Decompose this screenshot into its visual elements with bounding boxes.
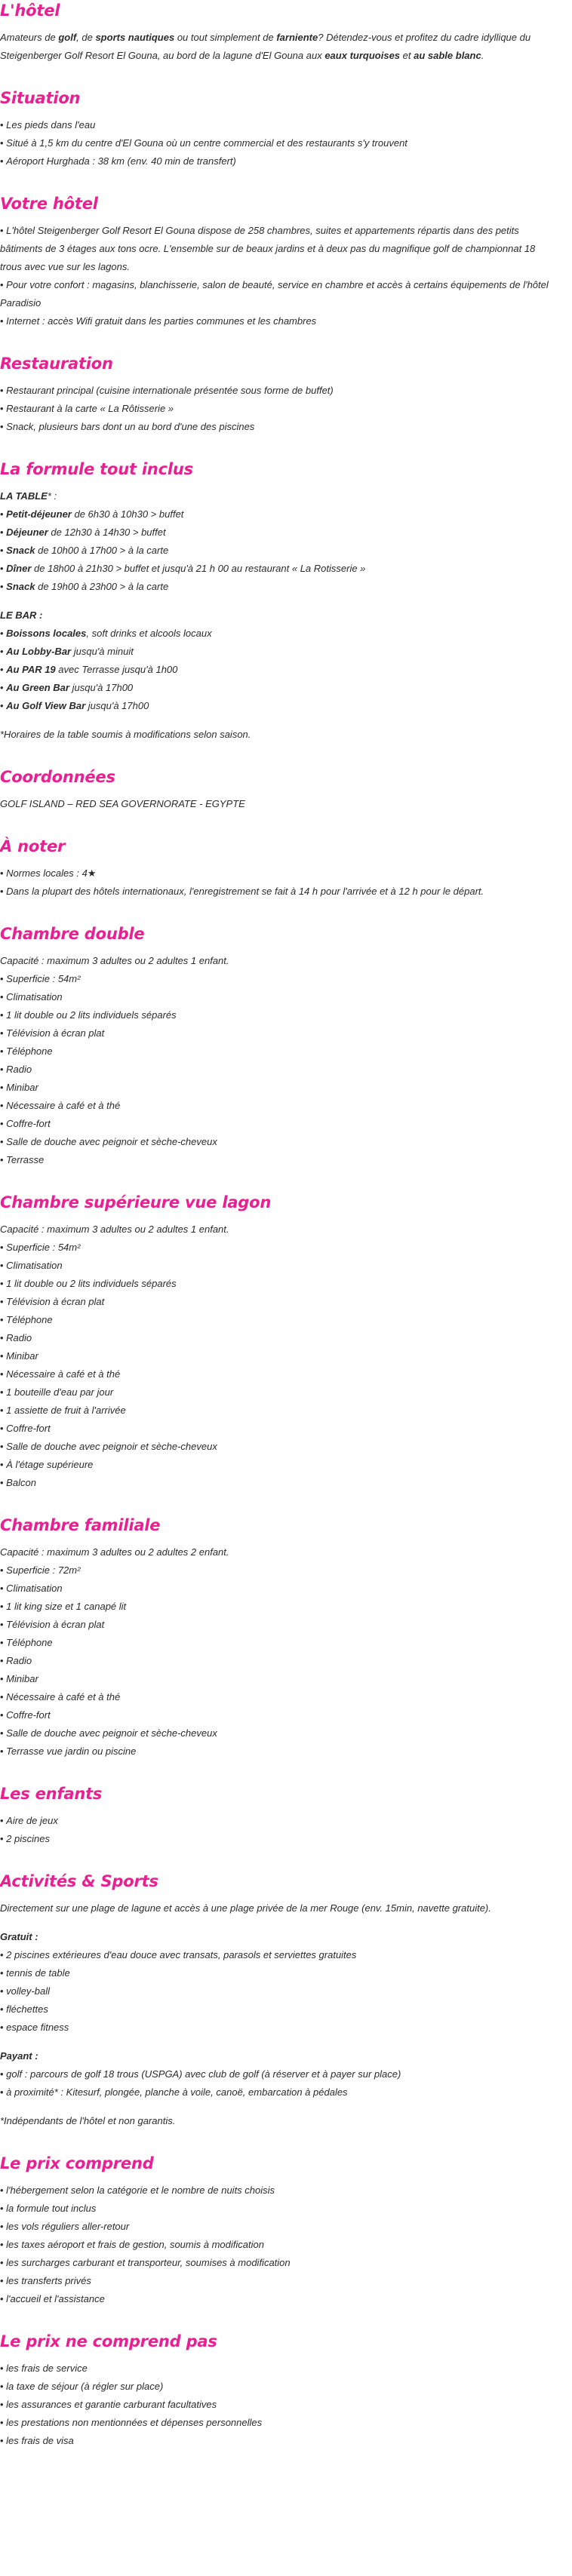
list-item: • 1 assiette de fruit à l'arrivée (0, 1402, 557, 1420)
section-title-votre-hotel: Votre hôtel (0, 195, 98, 213)
meal-hours: de 6h30 à 10h30 > buffet (71, 508, 184, 520)
meal-hours: de 19h00 à 23h00 > à la carte (35, 581, 169, 592)
list-item: • Salle de douche avec peignoir et sèche-cheveux (0, 1133, 557, 1151)
list-item: • l'accueil et l'assistance (0, 2290, 557, 2308)
bar-hours: avec Terrasse jusqu'à 1h00 (55, 664, 178, 675)
list-item: • les frais de visa (0, 2432, 557, 2450)
tout-inclus-note: *Horaires de la table soumis à modifications selon saison. (0, 729, 251, 740)
list-item (0, 505, 557, 523)
list-item: • Coffre-fort (0, 1706, 557, 1724)
list-item: • Climatisation (0, 1257, 557, 1275)
list-item: • Normes locales : 4★ (0, 864, 557, 883)
list-item: • Nécessaire à café et à thé (0, 1688, 557, 1706)
hotel-text: ? Détendez-vous et profitez du cadre idyllique du Steigenberger Golf Resort El Gouna, au bord de la lagune d'El Gouna aux (0, 32, 531, 61)
section-a-noter (0, 836, 557, 901)
list-item: • Snack, plusieurs bars dont un au bord d'une des piscines (0, 418, 557, 436)
list-item: • 1 bouteille d'eau par jour (0, 1383, 557, 1402)
a-noter-list (0, 864, 557, 901)
list-item: • les taxes aéroport et frais de gestion, soumis à modification (0, 2236, 557, 2254)
list-item: • les assurances et garantie carburant facultatives (0, 2396, 557, 2414)
paid-list (0, 2065, 557, 2102)
list-item: • espace fitness (0, 2019, 557, 2037)
section-title-chambre-superieure: Chambre supérieure vue lagon (0, 1193, 272, 1211)
list-item: • Nécessaire à café et à thé (0, 1097, 557, 1115)
bar-name: Au Green Bar (6, 682, 69, 693)
list-item (0, 560, 557, 578)
list-item: • Télévision à écran plat (0, 1616, 557, 1634)
section-hotel (0, 0, 557, 65)
section-enfants (0, 1783, 557, 1848)
section-title-restauration: Restauration (0, 355, 113, 373)
list-item: • Télévision à écran plat (0, 1024, 557, 1042)
list-item: • Superficie : 54m² (0, 1239, 557, 1257)
paid-heading (0, 2047, 557, 2065)
situation-list (0, 116, 557, 170)
section-restauration (0, 353, 557, 436)
list-item: • Téléphone (0, 1634, 557, 1652)
bar-hours: jusqu'à 17h00 (69, 682, 134, 693)
list-item: • Télévision à écran plat (0, 1293, 557, 1311)
chambre-double-list (0, 970, 557, 1169)
list-item: • la formule tout inclus (0, 2200, 557, 2218)
meal-name: Petit-déjeuner (6, 508, 72, 520)
free-heading (0, 1928, 557, 1946)
hotel-text: et (400, 50, 414, 61)
list-item: • volley-ball (0, 1982, 557, 2000)
section-title-chambre-double: Chambre double (0, 925, 145, 943)
hotel-text: , de (76, 32, 96, 43)
list-item: • fléchettes (0, 2000, 557, 2019)
section-chambre-familiale (0, 1515, 557, 1761)
chambre-familiale-list (0, 1561, 557, 1761)
list-item: • Climatisation (0, 1580, 557, 1598)
meal-hours: de 18h00 à 21h30 > buffet et jusqu'à 21 h 00 au restaurant « La Rotisserie » (31, 563, 366, 574)
section-chambre-superieure (0, 1192, 557, 1492)
list-item: • Les pieds dans l'eau (0, 116, 557, 134)
section-title-prix-comprend: Le prix comprend (0, 2154, 154, 2172)
list-item: • 1 lit king size et 1 canapé lit (0, 1598, 557, 1616)
prix-ne-comprend-list (0, 2360, 557, 2450)
section-title-activites: Activités & Sports (0, 1872, 158, 1890)
list-item: • les frais de service (0, 2360, 557, 2378)
section-prix-ne-comprend (0, 2331, 557, 2450)
list-item: • la taxe de séjour (à régler sur place) (0, 2378, 557, 2396)
section-title-prix-ne-comprend: Le prix ne comprend pas (0, 2332, 217, 2350)
section-title-enfants: Les enfants (0, 1785, 103, 1803)
section-prix-comprend (0, 2153, 557, 2308)
list-item: • Salle de douche avec peignoir et sèche-cheveux (0, 1438, 557, 1456)
section-chambre-double (0, 923, 557, 1169)
hotel-highlight: sports nautiques (95, 32, 175, 43)
capacity: Capacité : maximum 3 adultes ou 2 adultes 1 enfant. (0, 1224, 229, 1235)
list-item: • Superficie : 54m² (0, 970, 557, 988)
bar-hours: jusqu'à minuit (71, 646, 134, 657)
bar-name: Au Lobby-Bar (6, 646, 72, 657)
hotel-highlight: au sable blanc (414, 50, 481, 61)
section-title-hotel: L'hôtel (0, 2, 60, 20)
list-item: • Radio (0, 1652, 557, 1670)
section-activites (0, 1871, 557, 2130)
list-item: • les surcharges carburant et transporteur, soumises à modification (0, 2254, 557, 2272)
list-item (0, 625, 557, 643)
meal-hours: de 10h00 à 17h00 > à la carte (35, 545, 169, 556)
section-votre-hotel (0, 193, 557, 330)
hotel-text: . (481, 50, 484, 61)
list-item: • golf : parcours de golf 18 trous (USPGA) avec club de golf (à réserver et à payer sur place) (0, 2065, 557, 2083)
activites-intro: Directement sur une plage de lagune et accès à une plage privée de la mer Rouge (env. 15min, navette gratuite). (0, 1902, 491, 1914)
section-situation (0, 88, 557, 170)
table-list (0, 505, 557, 596)
capacity: Capacité : maximum 3 adultes ou 2 adultes 1 enfant. (0, 955, 229, 966)
list-item: • Minibar (0, 1347, 557, 1365)
list-item: • Salle de douche avec peignoir et sèche-cheveux (0, 1724, 557, 1742)
enfants-list (0, 1812, 557, 1848)
chambre-superieure-list (0, 1239, 557, 1492)
list-item: • Pour votre confort : magasins, blanchisserie, salon de beauté, service en chambre et accès à certains équipements de l'hôtel Paradisio (0, 276, 557, 312)
list-item (0, 661, 557, 679)
hotel-highlight: eaux turquoises (324, 50, 401, 61)
hotel-text: Amateurs de (0, 32, 59, 43)
hotel-highlight: golf (58, 32, 77, 43)
list-item (0, 679, 557, 697)
list-item: • Restaurant à la carte « La Rôtisserie » (0, 400, 557, 418)
capacity: Capacité : maximum 3 adultes ou 2 adultes 2 enfant. (0, 1546, 229, 1558)
bar-heading (0, 606, 557, 625)
list-item: • Minibar (0, 1670, 557, 1688)
meal-name: Dîner (6, 563, 32, 574)
votre-hotel-list (0, 222, 557, 330)
bar-hours: , soft drinks et alcools locaux (86, 628, 212, 639)
hotel-text: ou tout simplement de (174, 32, 277, 43)
list-item: • Restaurant principal (cuisine internationale présentée sous forme de buffet) (0, 382, 557, 400)
list-item: • Terrasse (0, 1151, 557, 1169)
bar-hours: jusqu'à 17h00 (85, 700, 149, 711)
list-item: • L'hôtel Steigenberger Golf Resort El Gouna dispose de 258 chambres, suites et appartements répartis dans des petits bâtiments de 3 étages aux tons ocre. L'ensemble sur de beaux jardins et à deux pas du magnifique golf de championnat 18 trous avec vue sur les lagons. (0, 222, 557, 276)
list-item: • Coffre-fort (0, 1115, 557, 1133)
list-item: • les prestations non mentionnées et dépenses personnelles (0, 2414, 557, 2432)
bar-name: Boissons locales (6, 628, 87, 639)
list-item (0, 542, 557, 560)
list-item (0, 697, 557, 715)
list-item: • À l'étage supérieure (0, 1456, 557, 1474)
section-title-a-noter: À noter (0, 837, 66, 855)
list-item: • Situé à 1,5 km du centre d'El Gouna où un centre commercial et des restaurants s'y trouvent (0, 134, 557, 152)
list-item: • Aéroport Hurghada : 38 km (env. 40 min de transfert) (0, 152, 557, 170)
hotel-highlight: farniente (276, 32, 318, 43)
list-item: • les vols réguliers aller-retour (0, 2218, 557, 2236)
list-item: • 2 piscines extérieures d'eau douce avec transats, parasols et serviettes gratuites (0, 1946, 557, 1964)
list-item (0, 643, 557, 661)
list-item: • Radio (0, 1061, 557, 1079)
bar-name: Au PAR 19 (6, 664, 56, 675)
prix-comprend-list (0, 2181, 557, 2308)
table-heading (0, 487, 557, 505)
free-heading-label: Gratuit : (0, 1931, 38, 1942)
list-item: • l'hébergement selon la catégorie et le nombre de nuits choisis (0, 2181, 557, 2200)
bar-heading-label: LE BAR : (0, 609, 43, 621)
address: GOLF ISLAND – RED SEA GOVERNORATE - EGYPTE (0, 798, 245, 809)
list-item: • 2 piscines (0, 1830, 557, 1848)
bar-name: Au Golf View Bar (6, 700, 86, 711)
activites-note: *Indépendants de l'hôtel et non garantis. (0, 2115, 176, 2126)
list-item: • Téléphone (0, 1311, 557, 1329)
paid-heading-label: Payant : (0, 2050, 38, 2062)
bar-list (0, 625, 557, 715)
free-list (0, 1946, 557, 2037)
list-item: • Radio (0, 1329, 557, 1347)
list-item: • Dans la plupart des hôtels internationaux, l'enregistrement se fait à 14 h pour l'arrivée et à 12 h pour le départ. (0, 883, 557, 901)
list-item: • à proximité* : Kitesurf, plongée, planche à voile, canoë, embarcation à pédales (0, 2083, 557, 2102)
section-tout-inclus (0, 459, 557, 744)
hotel-description (0, 29, 557, 65)
meal-name: Snack (6, 545, 35, 556)
table-heading-label: LA TABLE (0, 490, 48, 502)
section-title-situation: Situation (0, 89, 81, 107)
list-item: • Aire de jeux (0, 1812, 557, 1830)
list-item: • Internet : accès Wifi gratuit dans les parties communes et les chambres (0, 312, 557, 330)
meal-hours: de 12h30 à 14h30 > buffet (48, 527, 166, 538)
list-item (0, 578, 557, 596)
list-item: • 1 lit double ou 2 lits individuels séparés (0, 1275, 557, 1293)
list-item: • 1 lit double ou 2 lits individuels séparés (0, 1006, 557, 1024)
list-item: • Nécessaire à café et à thé (0, 1365, 557, 1383)
section-title-chambre-familiale: Chambre familiale (0, 1516, 161, 1534)
list-item: • Balcon (0, 1474, 557, 1492)
meal-name: Déjeuner (6, 527, 48, 538)
list-item: • Téléphone (0, 1042, 557, 1061)
section-title-tout-inclus: La formule tout inclus (0, 460, 193, 478)
list-item (0, 523, 557, 542)
restauration-list (0, 382, 557, 436)
list-item: • Coffre-fort (0, 1420, 557, 1438)
list-item: • Minibar (0, 1079, 557, 1097)
list-item: • Terrasse vue jardin ou piscine (0, 1742, 557, 1761)
list-item: • les transferts privés (0, 2272, 557, 2290)
list-item: • Climatisation (0, 988, 557, 1006)
section-title-coordonnees: Coordonnées (0, 768, 115, 786)
list-item: • tennis de table (0, 1964, 557, 1982)
table-heading-suffix: * : (47, 490, 57, 502)
list-item: • Superficie : 72m² (0, 1561, 557, 1580)
meal-name: Snack (6, 581, 35, 592)
section-coordonnees (0, 766, 557, 813)
